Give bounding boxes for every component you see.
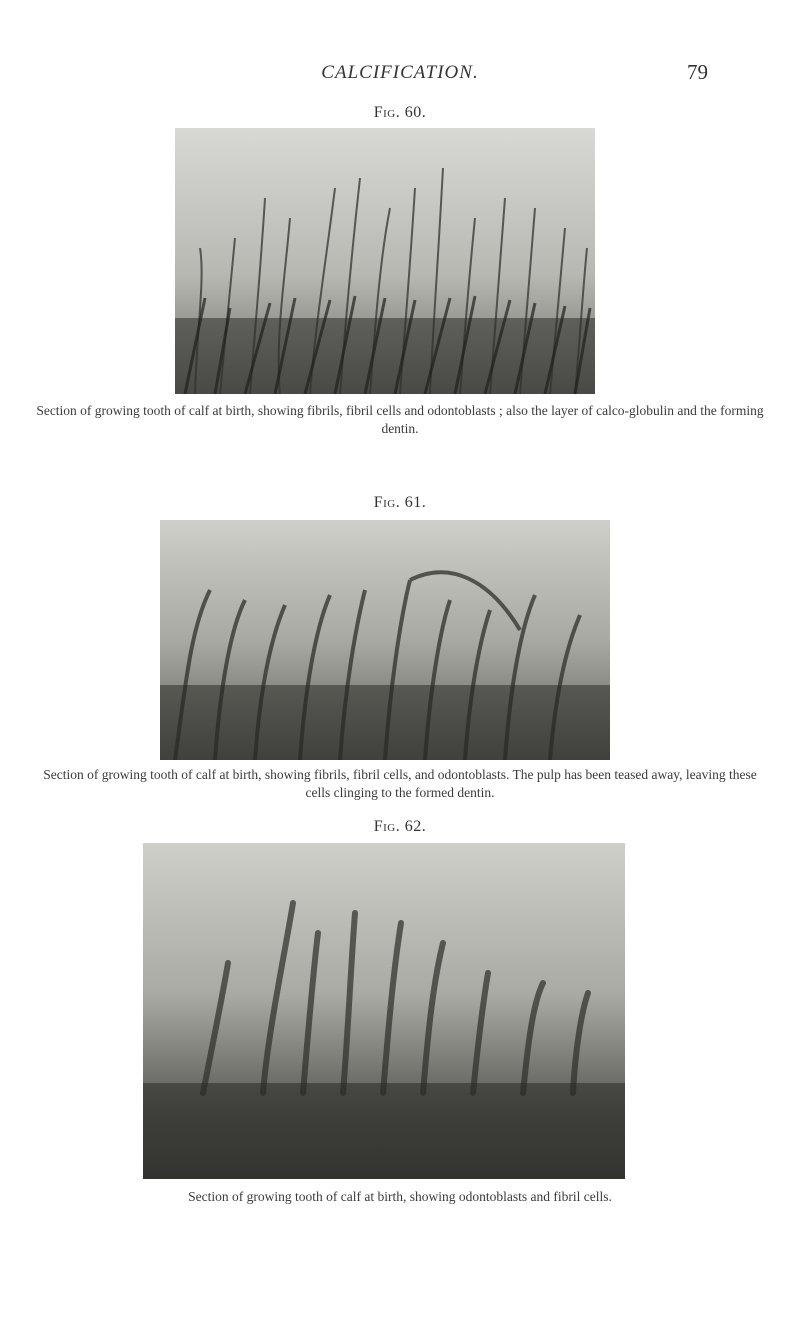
figure-61-caption: Section of growing tooth of calf at birth, showing fibrils, fibril cells, and odontoblasts. The pulp has been teased away, leaving these cells clinging to the formed dentin.: [43, 767, 757, 800]
figure-62-caption: Section of growing tooth of calf at birth, showing odontoblasts and fibril cells.: [188, 1189, 612, 1204]
figure-61-label: Fig. 61.: [373, 494, 427, 511]
figure-60-caption: Section of growing tooth of calf at birth, showing fibrils, fibril cells and odontoblasts ; also the layer of calco-globulin and the forming dentin.: [36, 403, 764, 436]
running-title: CALCIFICATION.: [321, 62, 479, 83]
figure-61-image: [160, 520, 610, 760]
running-head: [0, 60, 800, 88]
figure-60-image: [175, 128, 595, 394]
figure-62-label: Fig. 62.: [373, 818, 427, 835]
page-number: 79: [687, 60, 708, 84]
figure-62-image: [143, 843, 625, 1179]
figure-60-label: Fig. 60.: [373, 104, 427, 121]
